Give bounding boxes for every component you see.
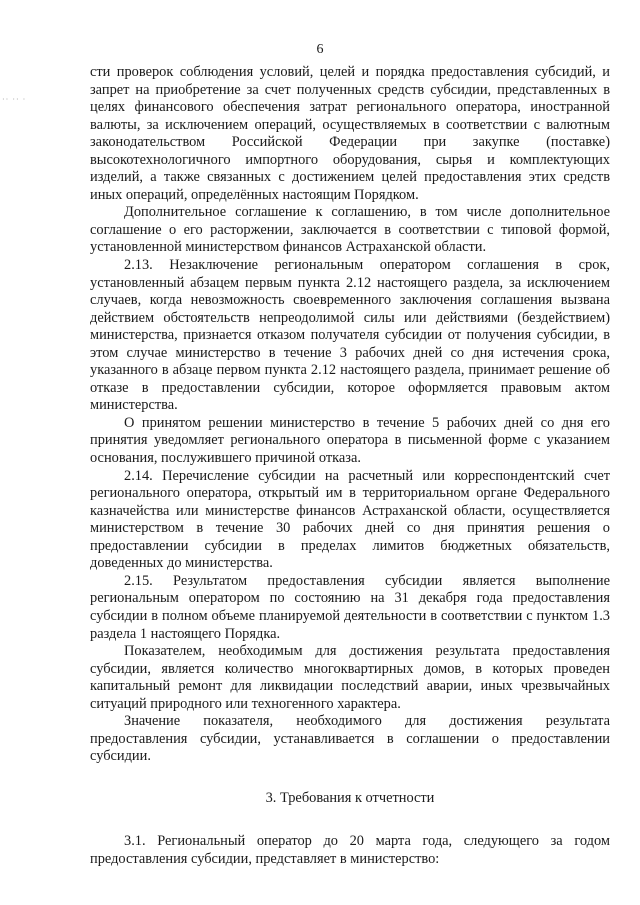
- scan-mark: ·· ·· ·: [2, 95, 27, 104]
- paragraph-2-13: 2.13. Незаключение региональным оператором соглашения в срок, установленный абзацем первым пункта 2.12 настоящего раздела, за исключением случаев, когда невозможность своевременного заключения соглашения вызвана действием обстоятельств непреодолимой силы или действиями (бездействием) министерства, признается отказом получателя субсидии от получения субсидии, в этом случае министерство в течение 3 рабочих дней со дня истечения срока, указанного в абзаце первом пункта 2.12 настоящего раздела, принимает решение об отказе в предоставлении субсидии, которое оформляется правовым актом министерства.: [90, 257, 610, 414]
- paragraph-continuation: сти проверок соблюдения условий, целей и порядка предоставления субсидий, и запрет на приобретение за счет полученных средств субсидии, представленных в целях финансового обеспечения затрат регионального оператора, иностранной валюты, за исключением операций, осуществляемых в соответствии с валютным законодательством Российской Федерации при закупке (поставке) высокотехнологичного импортного оборудования, сырья и комплектующих изделий, а также связанных с достижением целей предоставления этих средств иных операций, определённых настоящим Порядком.: [90, 64, 610, 203]
- paragraph-indicator-value: Значение показателя, необходимого для достижения результата предоставления субсидии, устанавливается в соглашении о предоставлении субсидии.: [90, 713, 610, 765]
- paragraph-notification: О принятом решении министерство в течение 5 рабочих дней со дня его принятия уведомляет регионального оператора в письменной форме с указанием основания, послужившего причиной отказа.: [90, 414, 610, 467]
- page-number: 6: [316, 42, 324, 57]
- document-body: [90, 64, 610, 869]
- paragraph-3-1: 3.1. Региональный оператор до 20 марта года, следующего за годом предоставления субсидии, представляет в министерство:: [90, 833, 610, 867]
- paragraph-indicator: Показателем, необходимым для достижения результата предоставления субсидии, является количество многоквартирных домов, в которых проведен капитальный ремонт для ликвидации последствий аварии, иных чрезвычайных ситуаций природного или техногенного характера.: [90, 643, 610, 712]
- section-heading: 3. Требования к отчетности: [265, 789, 435, 806]
- paragraph-2-14: 2.14. Перечисление субсидии на расчетный или корреспондентский счет регионального оператора, открытый им в территориальном органе Федерального казначейства или министерстве финансов Астраханской области, осуществляется министерством в течение 30 рабочих дней со дня принятия решения о предоставлении субсидии в пределах лимитов бюджетных обязательств, доведенных до министерства.: [90, 467, 610, 572]
- paragraph-2-15: 2.15. Результатом предоставления субсидии является выполнение региональным оператором по состоянию на 31 декабря года предоставления субсидии в полном объеме планируемой деятельности в соответствии с пунктом 1.3 раздела 1 настоящего Порядка.: [90, 572, 610, 642]
- paragraph-additional-agreement: Дополнительное соглашение к соглашению, в том числе дополнительное соглашение о его расторжении, заключается в соответствии с типовой формой, установленной министерством финансов Астраханской области.: [90, 204, 610, 256]
